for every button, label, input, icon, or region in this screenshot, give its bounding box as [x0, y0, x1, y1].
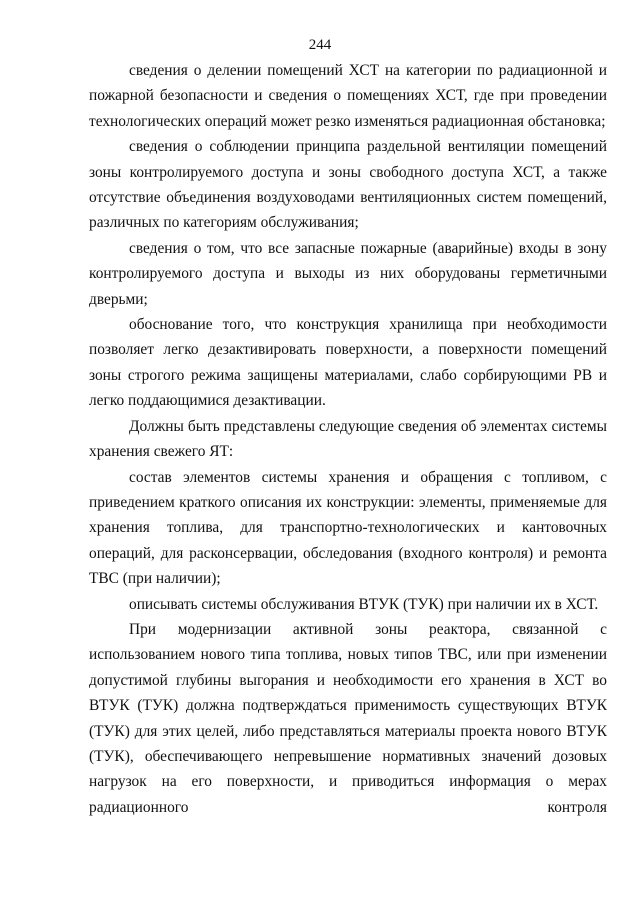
paragraph: описывать системы обслуживания ВТУК (ТУК) при наличии их в ХСТ. — [129, 595, 599, 613]
paragraph: Должны быть представлены следующие сведения об элементах системы хранения свежего ЯТ: — [89, 417, 607, 461]
paragraph: сведения о том, что все запасные пожарные (аварийные) входы в зону контролируемого доступа и выходы из них оборудованы герметичными дверьми; — [89, 239, 607, 308]
paragraph: обоснование того, что конструкция хранилища при необходимости позволяет легко дезактивировать поверхности, а поверхности помещений зоны строгого режима защищены материалами, слабо сорбирующими РВ и легко поддающимися дезактивации. — [89, 316, 607, 410]
paragraph: сведения о делении помещений ХСТ на категории по радиационной и пожарной безопасности и сведения о помещениях ХСТ, где при проведении технологических операций может резко изменяться радиационная обстановка; — [89, 62, 607, 130]
paragraph: состав элементов системы хранения и обращения с топливом, с приведением краткого описания их конструкции: элементы, применяемые для хранения топлива, для транспортно-технологических и кантовочных операций, для расконсервации, обследования (входного контроля) и ремонта ТВС (при наличии); — [89, 468, 607, 588]
page-number: 244 — [308, 37, 332, 53]
paragraph: сведения о соблюдении принципа раздельной вентиляции помещений зоны контролируемого доступа и зоны свободного доступа ХСТ, а также отсутствие объединения воздуховодами вентиляционных систем помещений, различных по категориям обслуживания; — [89, 138, 607, 232]
document-body — [89, 58, 607, 820]
paragraph: При модернизации активной зоны реактора, связанной с использованием нового типа топлива, новых типов ТВС, или при изменении допустимой глубины выгорания и необходимости его хранения в ХСТ во ВТУК (ТУК) должна подтверждаться применимость существующих ВТУК (ТУК) для этих целей, либо представляться материалы проекта нового ВТУК (ТУК), обеспечивающего непревышение нормативных значений дозовых нагрузок на его поверхности, и приводиться информация о мерах радиационного контроля — [89, 620, 607, 816]
